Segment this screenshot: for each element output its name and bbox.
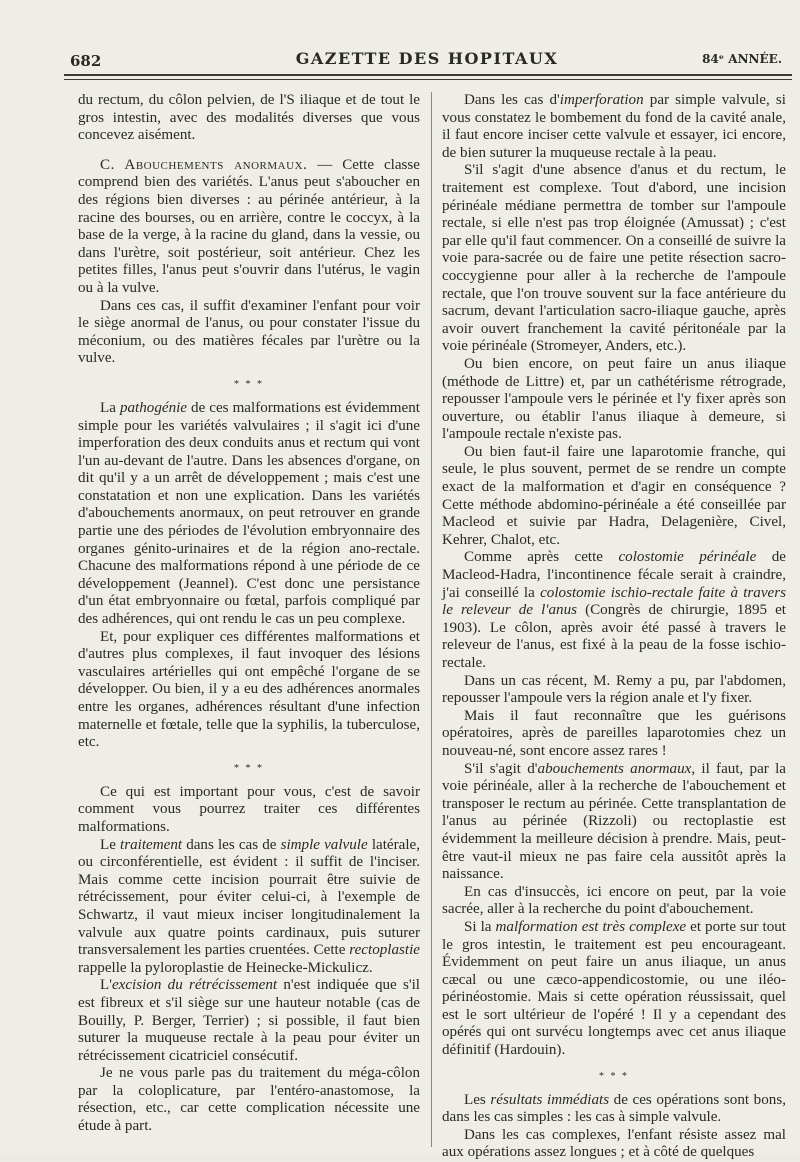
paragraph: Dans les cas complexes, l'enfant résiste assez mal aux opérations assez longues ; et à côté de quelques	[442, 1126, 786, 1161]
paragraph: Je ne vous parle pas du traitement du méga-côlon par la coloplicature, par l'entéro-anastomose, la résection, etc., car cette complication nécessite une étude à part.	[78, 1065, 420, 1135]
left-column	[78, 92, 420, 1147]
paragraph-pathogenie: La pathogénie de ces malformations est évidemment simple pour les variétés valvulaires ; il s'agit ici d'une imperforation des deux conduits anus et rectum qui vont l'un au-devant de l'autre. Dans les absences d'organe, on dit qu'il y a un arrêt de développement ; mais c'est une constatation et non une explication. Dans les variétés d'abouchements anormaux, on peut retrouver en grande partie une des périodes de l'évolution embryonnaire des organes génito-urinaires et de la région ano-rectale. Chacune des malformations répond à une période de ce développement (Jeannel). C'est donc une persistance d'un état embryonnaire ou fœtal, parfois compliqué par des adhérences, qui ont rendu le cas un peu complexe.	[78, 399, 420, 628]
paragraph-colostomie: Comme après cette colostomie périnéale de Macleod-Hadra, l'incontinence fécale serait à craindre, j'ai conseillé la colostomie ischio-rectale faite à travers le releveur de l'anus (Congrès de chirurgie, 1895 et 1903). Le côlon, après avoir été passé à travers le releveur de l'anus, est fixé à la peau de la fosse ischio-rectale.	[442, 549, 786, 671]
section-lead: C. Abouchements anormaux.	[100, 156, 308, 173]
header-rule-thick	[64, 74, 792, 76]
paragraph-resultats: Les résultats immédiats de ces opérations sont bons, dans les cas simples : les cas à simple valvule.	[442, 1091, 786, 1126]
paragraph: S'il s'agit d'une absence d'anus et du rectum, le traitement est complexe. Tout d'abord, une incision périnéale médiane permettra de tomber sur l'ampoule rectale, si elle n'est pas trop éloignée (Amussat) ; c'est par elle qu'il faut commencer. On a conseillé de suivre la voie para-sacrée ou de faire une petite résection sacro-coccygienne pour aller à la recherche de l'ampoule rectale, que l'on trouve souvent sur la face antérieure du sacrum, devant l'articulation sacro-iliaque gauche, après avoir ouvert franchement la cavité péritonéale par la voie périnéale (Stromeyer, Anders, etc.).	[442, 162, 786, 355]
paragraph-imperforation: Dans les cas d'imperforation par simple valvule, si vous constatez le bombement du fond de la cavité anale, il faut encore inciser cette valvule et essayer, ici encore, de bien suturer la muqueuse rectale à la peau.	[442, 92, 786, 161]
paragraph: Dans un cas récent, M. Remy a pu, par l'abdomen, repousser l'ampoule vers la région anale et l'y fixer.	[442, 672, 786, 707]
paragraph-abouchements-anormaux: S'il s'agit d'abouchements anormaux, il faut, par la voie périnéale, aller à la recherche de l'abouchement et transposer le rectum au périnée. Cette transplantation de l'anus au périnée (Rizzoli) ou rectoplastie est évidemment la meilleure décision à prendre. Mais, peut-être vaut-il mieux ne pas faire cela aussitôt après la naissance.	[442, 760, 786, 883]
year-label: 84ᵉ ANNÉE.	[702, 52, 782, 66]
page-number: 682	[70, 52, 102, 70]
section-separator: * * *	[234, 762, 264, 774]
paragraph-abouchements: C. Abouchements anormaux. — Cette classe comprend bien des variétés. L'anus peut s'aboucher en des régions bien diverses : au périnée antérieur, à la racine des bourses, ou en arrière, contre le coccyx, à la base de la verge, à la racine du gland, dans la vessie, ou dans l'urètre, soit postérieur, soit antérieur. Chez les petites filles, l'anus peut s'ouvrir dans l'utérus, le vagin ou à la vulve.	[78, 156, 421, 296]
paragraph: Ou bien encore, on peut faire un anus iliaque (méthode de Littre) et, par un cathétérisme rétrograde, repousser l'ampoule vers le périnée et l'y fixer après son ouverture, ou établir l'anus iliaque à demeure, si l'ampoule rectale n'existe pas.	[442, 355, 786, 443]
running-header	[64, 48, 790, 70]
section-separator: * * *	[599, 1070, 629, 1082]
paragraph: Dans ces cas, il suffit d'examiner l'enfant pour voir le siège anormal de l'anus, ou pour constater l'issue du méconium, ou des matières fécales par l'urètre ou la vulve.	[78, 297, 420, 367]
column-divider	[431, 92, 432, 1147]
section-separator: * * *	[234, 378, 264, 390]
right-column	[442, 92, 786, 1161]
header-rule-thin	[64, 79, 792, 80]
journal-title: GAZETTE DES HOPITAUX	[295, 49, 559, 68]
paragraph: Et, pour expliquer ces différentes malformations et d'autres plus complexes, il faut invoquer des lésions vasculaires artérielles qui ont empêché l'organe de se développer. Ou bien, il y a eu des adhérences anormales entre les organes, adhérences résultant d'une infection maternelle et fœtale, telle que la syphilis, la tuberculose, etc.	[78, 628, 420, 751]
paragraph: du rectum, du côlon pelvien, de l'S iliaque et de tout le gros intestin, avec des modalités diverses que vous concevez aisément.	[78, 92, 420, 144]
paragraph: En cas d'insuccès, ici encore on peut, par la voie sacrée, aller à la recherche du point d'abouchement.	[442, 883, 786, 918]
paragraph: Mais il faut reconnaître que les guérisons opératoires, après de pareilles laparotomies chez un nouveau-né, sont encore assez rares !	[442, 707, 786, 759]
paragraph-malformation: Si la malformation est très complexe et porte sur tout le gros intestin, le traitement est peu encourageant. Évidemment on peut faire un anus iliaque, un anus cæcal ou une cæco-appendicostomie, ou une iléo-périnéostomie. Mais si cette opération réussissait, quel est le sort ultérieur de l'opéré ! Il y a cependant des opérés qui ont survécu longtemps avec cet anus iliaque définitif (Hardouin).	[442, 918, 786, 1059]
paragraph-excision: L'excision du rétrécissement n'est indiquée que s'il est fibreux et s'il siège sur une hauteur notable (cas de Bouilly, P. Berger, Terrier) ; si possible, il faut bien suturer la muqueuse rectale à la peau pour éviter un rétrécissement cicatriciel consécutif.	[78, 977, 420, 1064]
paragraph: Ou bien faut-il faire une laparotomie franche, qui seule, le plus souvent, permet de se rendre un compte exact de la malformation et d'agir en conséquence ? Cette méthode abdomino-périnéale a été conseillée par Macleod et suivie par Hadra, Delagenière, Civel, Kehrer, Chalot, etc.	[442, 443, 786, 548]
paragraph: Ce qui est important pour vous, c'est de savoir comment vous pourrez traiter ces différentes malformations.	[78, 783, 420, 835]
paragraph-traitement: Le traitement dans les cas de simple valvule latérale, ou circonférentielle, est évident : il suffit de l'inciser. Mais comme cette incision pourrait être suivie de rétrécissement, pour éviter celui-ci, à l'exemple de Schwartz, il vaut mieux inciser longitudinalement la valvule aux quatre points cardinaux, puis suturer transversalement les parties cruentées. Cette rectoplastie rappelle la pyloroplastie de Heinecke-Mickulicz.	[78, 836, 420, 976]
